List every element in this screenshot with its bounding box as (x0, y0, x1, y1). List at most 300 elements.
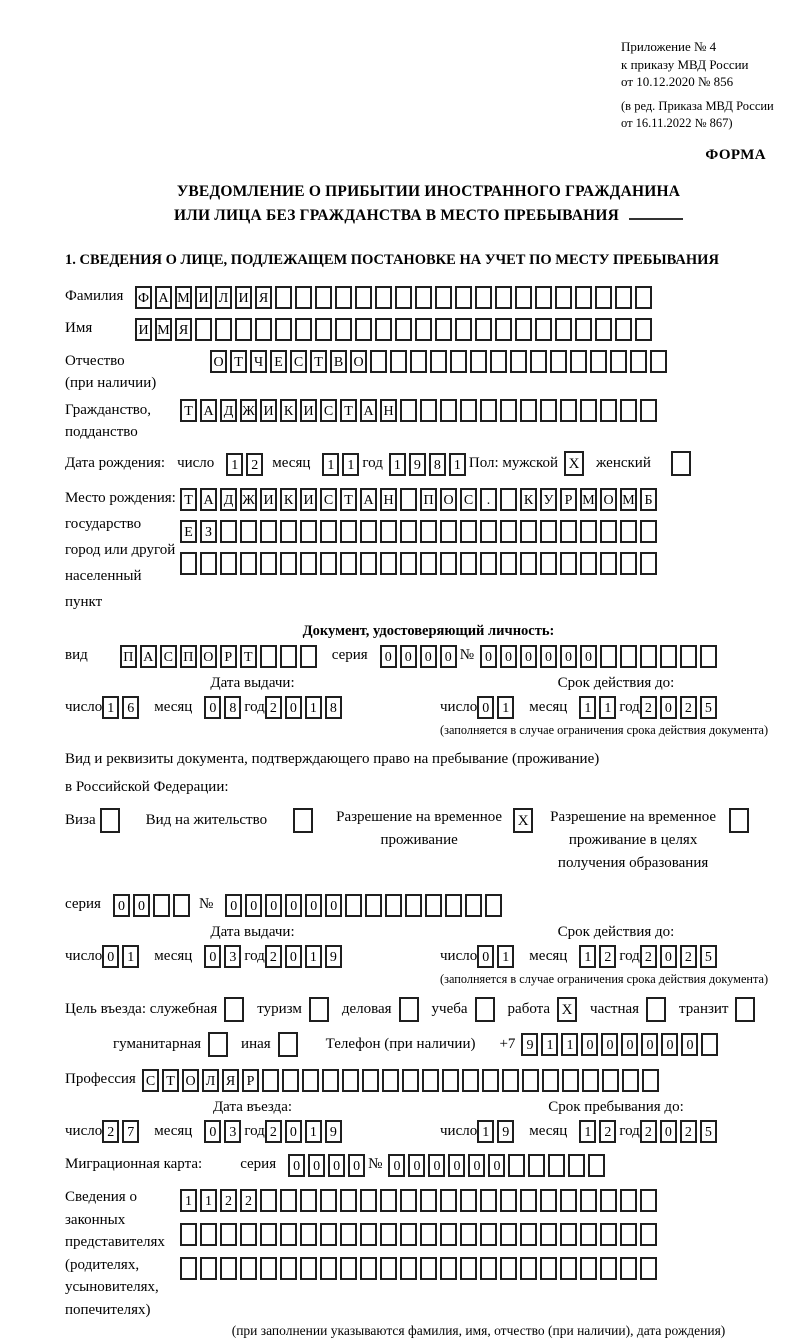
char-cell[interactable] (315, 286, 332, 309)
char-cell[interactable] (280, 1189, 297, 1212)
char-cell[interactable]: 2 (599, 1120, 616, 1143)
char-cell[interactable] (528, 1154, 545, 1177)
char-cell[interactable]: 0 (580, 645, 597, 668)
char-cell[interactable]: 8 (429, 453, 446, 476)
purpose-other-checkbox[interactable] (278, 1032, 298, 1057)
char-cell[interactable]: 0 (660, 696, 677, 719)
char-cell[interactable] (580, 1189, 597, 1212)
char-cell[interactable] (355, 286, 372, 309)
char-cell[interactable] (375, 318, 392, 341)
purpose-tourism-checkbox[interactable] (309, 997, 329, 1022)
char-cell[interactable]: 2 (246, 453, 263, 476)
char-cell[interactable] (442, 1069, 459, 1092)
char-cell[interactable] (405, 894, 422, 917)
char-cell[interactable] (390, 350, 407, 373)
char-cell[interactable]: 1 (541, 1033, 558, 1056)
char-cell[interactable] (560, 399, 577, 422)
char-cell[interactable] (360, 520, 377, 543)
char-cell[interactable] (275, 318, 292, 341)
char-cell[interactable] (380, 1223, 397, 1246)
char-cell[interactable] (260, 645, 277, 668)
char-cell[interactable] (640, 1189, 657, 1212)
char-cell[interactable]: Т (240, 645, 257, 668)
char-cell[interactable] (480, 520, 497, 543)
char-cell[interactable]: К (280, 399, 297, 422)
char-cell[interactable] (500, 520, 517, 543)
char-cell[interactable] (320, 1257, 337, 1280)
char-cell[interactable] (280, 1257, 297, 1280)
char-cell[interactable] (500, 399, 517, 422)
char-cell[interactable] (402, 1069, 419, 1092)
char-cell[interactable]: Я (175, 318, 192, 341)
char-cell[interactable]: Я (222, 1069, 239, 1092)
char-cell[interactable] (220, 520, 237, 543)
char-cell[interactable]: 0 (641, 1033, 658, 1056)
char-cell[interactable]: 2 (599, 945, 616, 968)
char-cell[interactable]: 2 (680, 696, 697, 719)
purpose-private-checkbox[interactable] (646, 997, 666, 1022)
char-cell[interactable] (280, 520, 297, 543)
char-cell[interactable] (600, 552, 617, 575)
char-cell[interactable]: К (280, 488, 297, 511)
char-cell[interactable]: 0 (520, 645, 537, 668)
char-cell[interactable] (630, 350, 647, 373)
char-cell[interactable] (535, 286, 552, 309)
char-cell[interactable]: 0 (328, 1154, 345, 1177)
char-cell[interactable] (415, 318, 432, 341)
purpose-study-checkbox[interactable] (475, 997, 495, 1022)
char-cell[interactable]: 0 (468, 1154, 485, 1177)
char-cell[interactable] (475, 318, 492, 341)
char-cell[interactable]: Т (340, 399, 357, 422)
char-cell[interactable] (570, 350, 587, 373)
char-cell[interactable] (295, 286, 312, 309)
char-cell[interactable] (300, 1189, 317, 1212)
char-cell[interactable]: Е (270, 350, 287, 373)
char-cell[interactable]: 1 (342, 453, 359, 476)
char-cell[interactable] (300, 1257, 317, 1280)
char-cell[interactable] (615, 318, 632, 341)
char-cell[interactable] (460, 552, 477, 575)
char-cell[interactable]: 0 (408, 1154, 425, 1177)
char-cell[interactable] (375, 286, 392, 309)
char-cell[interactable] (360, 552, 377, 575)
purpose-official-checkbox[interactable] (224, 997, 244, 1022)
char-cell[interactable] (560, 1223, 577, 1246)
char-cell[interactable]: 1 (102, 696, 119, 719)
char-cell[interactable]: 0 (113, 894, 130, 917)
char-cell[interactable]: 1 (305, 1120, 322, 1143)
char-cell[interactable] (385, 894, 402, 917)
char-cell[interactable]: П (420, 488, 437, 511)
char-cell[interactable] (480, 1189, 497, 1212)
char-cell[interactable]: О (182, 1069, 199, 1092)
char-cell[interactable] (280, 645, 297, 668)
char-cell[interactable] (620, 1223, 637, 1246)
char-cell[interactable]: Ч (250, 350, 267, 373)
char-cell[interactable]: О (350, 350, 367, 373)
char-cell[interactable]: 2 (220, 1189, 237, 1212)
char-cell[interactable] (240, 520, 257, 543)
char-cell[interactable] (595, 286, 612, 309)
char-cell[interactable]: 0 (601, 1033, 618, 1056)
char-cell[interactable]: Ф (135, 286, 152, 309)
char-cell[interactable] (580, 1257, 597, 1280)
char-cell[interactable] (220, 1223, 237, 1246)
char-cell[interactable]: 3 (224, 945, 241, 968)
char-cell[interactable]: 0 (500, 645, 517, 668)
char-cell[interactable] (522, 1069, 539, 1092)
char-cell[interactable] (550, 350, 567, 373)
char-cell[interactable]: 0 (288, 1154, 305, 1177)
char-cell[interactable]: Н (380, 399, 397, 422)
char-cell[interactable] (580, 520, 597, 543)
char-cell[interactable]: А (200, 488, 217, 511)
char-cell[interactable]: А (200, 399, 217, 422)
char-cell[interactable] (400, 399, 417, 422)
char-cell[interactable] (420, 1189, 437, 1212)
char-cell[interactable] (282, 1069, 299, 1092)
char-cell[interactable] (460, 399, 477, 422)
char-cell[interactable] (701, 1033, 718, 1056)
char-cell[interactable]: 0 (102, 945, 119, 968)
char-cell[interactable]: 0 (204, 696, 221, 719)
char-cell[interactable]: Т (340, 488, 357, 511)
char-cell[interactable] (395, 286, 412, 309)
char-cell[interactable]: 9 (497, 1120, 514, 1143)
char-cell[interactable]: 1 (477, 1120, 494, 1143)
char-cell[interactable]: С (290, 350, 307, 373)
char-cell[interactable]: 0 (428, 1154, 445, 1177)
char-cell[interactable] (340, 1223, 357, 1246)
char-cell[interactable] (300, 1223, 317, 1246)
char-cell[interactable] (460, 1257, 477, 1280)
char-cell[interactable] (480, 1257, 497, 1280)
char-cell[interactable] (508, 1154, 525, 1177)
char-cell[interactable]: 0 (265, 894, 282, 917)
char-cell[interactable] (560, 520, 577, 543)
char-cell[interactable] (420, 552, 437, 575)
char-cell[interactable] (515, 318, 532, 341)
char-cell[interactable] (362, 1069, 379, 1092)
char-cell[interactable]: Ж (240, 488, 257, 511)
char-cell[interactable] (502, 1069, 519, 1092)
female-checkbox[interactable] (671, 451, 691, 476)
char-cell[interactable]: 8 (224, 696, 241, 719)
char-cell[interactable]: У (540, 488, 557, 511)
char-cell[interactable] (420, 520, 437, 543)
char-cell[interactable] (500, 1189, 517, 1212)
char-cell[interactable]: 1 (200, 1189, 217, 1212)
char-cell[interactable]: 2 (102, 1120, 119, 1143)
char-cell[interactable] (535, 318, 552, 341)
char-cell[interactable]: И (195, 286, 212, 309)
char-cell[interactable]: 2 (265, 945, 282, 968)
char-cell[interactable]: 2 (680, 1120, 697, 1143)
char-cell[interactable] (620, 520, 637, 543)
char-cell[interactable] (520, 552, 537, 575)
char-cell[interactable] (540, 1189, 557, 1212)
char-cell[interactable] (382, 1069, 399, 1092)
char-cell[interactable] (300, 645, 317, 668)
purpose-business-checkbox[interactable] (399, 997, 419, 1022)
char-cell[interactable]: Е (180, 520, 197, 543)
char-cell[interactable] (255, 318, 272, 341)
char-cell[interactable] (640, 520, 657, 543)
char-cell[interactable] (660, 645, 677, 668)
char-cell[interactable] (580, 552, 597, 575)
char-cell[interactable] (320, 552, 337, 575)
char-cell[interactable] (700, 645, 717, 668)
char-cell[interactable]: М (175, 286, 192, 309)
char-cell[interactable] (635, 318, 652, 341)
char-cell[interactable] (262, 1069, 279, 1092)
char-cell[interactable] (580, 1223, 597, 1246)
char-cell[interactable] (380, 1257, 397, 1280)
char-cell[interactable] (540, 399, 557, 422)
char-cell[interactable]: Р (242, 1069, 259, 1092)
char-cell[interactable]: А (360, 488, 377, 511)
char-cell[interactable] (482, 1069, 499, 1092)
char-cell[interactable]: 2 (640, 1120, 657, 1143)
char-cell[interactable] (485, 894, 502, 917)
char-cell[interactable] (220, 552, 237, 575)
char-cell[interactable] (600, 1257, 617, 1280)
temp-residence-checkbox[interactable]: X (513, 808, 533, 833)
char-cell[interactable]: 2 (265, 1120, 282, 1143)
char-cell[interactable] (300, 520, 317, 543)
char-cell[interactable]: А (155, 286, 172, 309)
char-cell[interactable]: С (320, 488, 337, 511)
char-cell[interactable] (395, 318, 412, 341)
char-cell[interactable] (480, 1223, 497, 1246)
char-cell[interactable]: А (140, 645, 157, 668)
char-cell[interactable] (240, 1223, 257, 1246)
char-cell[interactable]: 0 (488, 1154, 505, 1177)
char-cell[interactable]: 1 (579, 1120, 596, 1143)
char-cell[interactable]: Л (215, 286, 232, 309)
char-cell[interactable]: 0 (285, 945, 302, 968)
char-cell[interactable] (445, 894, 462, 917)
char-cell[interactable] (360, 1223, 377, 1246)
char-cell[interactable] (480, 552, 497, 575)
char-cell[interactable]: 0 (225, 894, 242, 917)
char-cell[interactable] (515, 286, 532, 309)
char-cell[interactable]: П (180, 645, 197, 668)
char-cell[interactable] (640, 645, 657, 668)
char-cell[interactable] (520, 1257, 537, 1280)
char-cell[interactable]: 0 (285, 1120, 302, 1143)
char-cell[interactable] (345, 894, 362, 917)
char-cell[interactable] (600, 520, 617, 543)
char-cell[interactable] (240, 552, 257, 575)
char-cell[interactable] (320, 1189, 337, 1212)
char-cell[interactable]: 0 (477, 945, 494, 968)
char-cell[interactable] (640, 1257, 657, 1280)
char-cell[interactable]: 0 (204, 1120, 221, 1143)
char-cell[interactable] (455, 318, 472, 341)
char-cell[interactable] (425, 894, 442, 917)
char-cell[interactable]: 0 (285, 894, 302, 917)
char-cell[interactable] (335, 318, 352, 341)
char-cell[interactable]: 1 (389, 453, 406, 476)
char-cell[interactable] (620, 552, 637, 575)
char-cell[interactable]: С (320, 399, 337, 422)
char-cell[interactable] (400, 520, 417, 543)
char-cell[interactable]: 8 (325, 696, 342, 719)
char-cell[interactable] (380, 520, 397, 543)
char-cell[interactable] (320, 520, 337, 543)
char-cell[interactable]: Р (560, 488, 577, 511)
char-cell[interactable]: Я (255, 286, 272, 309)
char-cell[interactable] (462, 1069, 479, 1092)
char-cell[interactable]: 2 (265, 696, 282, 719)
char-cell[interactable] (460, 520, 477, 543)
char-cell[interactable] (195, 318, 212, 341)
char-cell[interactable]: И (235, 286, 252, 309)
char-cell[interactable] (600, 1189, 617, 1212)
char-cell[interactable] (410, 350, 427, 373)
char-cell[interactable]: О (210, 350, 227, 373)
purpose-transit-checkbox[interactable] (735, 997, 755, 1022)
char-cell[interactable] (440, 552, 457, 575)
char-cell[interactable]: 0 (308, 1154, 325, 1177)
char-cell[interactable] (562, 1069, 579, 1092)
char-cell[interactable]: 0 (660, 945, 677, 968)
char-cell[interactable] (568, 1154, 585, 1177)
char-cell[interactable] (302, 1069, 319, 1092)
char-cell[interactable] (420, 399, 437, 422)
char-cell[interactable] (440, 520, 457, 543)
char-cell[interactable]: 2 (680, 945, 697, 968)
char-cell[interactable] (495, 286, 512, 309)
char-cell[interactable] (460, 1223, 477, 1246)
char-cell[interactable] (430, 350, 447, 373)
char-cell[interactable] (153, 894, 170, 917)
char-cell[interactable]: В (330, 350, 347, 373)
char-cell[interactable] (322, 1069, 339, 1092)
char-cell[interactable] (380, 552, 397, 575)
char-cell[interactable] (520, 1223, 537, 1246)
char-cell[interactable]: 1 (449, 453, 466, 476)
char-cell[interactable] (470, 350, 487, 373)
char-cell[interactable] (620, 399, 637, 422)
char-cell[interactable] (440, 1189, 457, 1212)
char-cell[interactable] (640, 1223, 657, 1246)
char-cell[interactable]: 6 (122, 696, 139, 719)
char-cell[interactable]: 9 (325, 945, 342, 968)
char-cell[interactable] (380, 1189, 397, 1212)
char-cell[interactable]: М (580, 488, 597, 511)
temp-residence-edu-checkbox[interactable] (729, 808, 749, 833)
char-cell[interactable] (588, 1154, 605, 1177)
char-cell[interactable]: 1 (561, 1033, 578, 1056)
char-cell[interactable]: С (460, 488, 477, 511)
char-cell[interactable]: 0 (440, 645, 457, 668)
char-cell[interactable]: 5 (700, 945, 717, 968)
char-cell[interactable] (400, 1189, 417, 1212)
char-cell[interactable] (600, 1223, 617, 1246)
char-cell[interactable] (300, 552, 317, 575)
char-cell[interactable] (422, 1069, 439, 1092)
char-cell[interactable] (455, 286, 472, 309)
char-cell[interactable] (340, 552, 357, 575)
char-cell[interactable] (620, 1257, 637, 1280)
char-cell[interactable]: И (260, 399, 277, 422)
char-cell[interactable] (400, 1223, 417, 1246)
char-cell[interactable]: 0 (204, 945, 221, 968)
char-cell[interactable]: 7 (122, 1120, 139, 1143)
char-cell[interactable]: 3 (224, 1120, 241, 1143)
char-cell[interactable] (500, 488, 517, 511)
char-cell[interactable] (320, 1223, 337, 1246)
residence-permit-checkbox[interactable] (293, 808, 313, 833)
char-cell[interactable]: 0 (560, 645, 577, 668)
char-cell[interactable] (620, 645, 637, 668)
char-cell[interactable] (400, 1257, 417, 1280)
char-cell[interactable] (580, 399, 597, 422)
char-cell[interactable] (510, 350, 527, 373)
purpose-work-checkbox[interactable]: X (557, 997, 577, 1022)
char-cell[interactable]: 0 (477, 696, 494, 719)
char-cell[interactable]: 9 (521, 1033, 538, 1056)
char-cell[interactable] (420, 1257, 437, 1280)
char-cell[interactable] (500, 1257, 517, 1280)
char-cell[interactable] (540, 552, 557, 575)
char-cell[interactable] (500, 552, 517, 575)
visa-checkbox[interactable] (100, 808, 120, 833)
char-cell[interactable]: О (200, 645, 217, 668)
char-cell[interactable]: М (155, 318, 172, 341)
char-cell[interactable] (240, 1257, 257, 1280)
char-cell[interactable]: 0 (621, 1033, 638, 1056)
char-cell[interactable] (280, 552, 297, 575)
char-cell[interactable] (548, 1154, 565, 1177)
purpose-humanitarian-checkbox[interactable] (208, 1032, 228, 1057)
char-cell[interactable] (575, 318, 592, 341)
char-cell[interactable]: 1 (305, 696, 322, 719)
char-cell[interactable] (460, 1189, 477, 1212)
char-cell[interactable] (650, 350, 667, 373)
char-cell[interactable] (540, 1257, 557, 1280)
male-checkbox[interactable]: X (564, 451, 584, 476)
char-cell[interactable] (260, 1223, 277, 1246)
char-cell[interactable] (280, 1223, 297, 1246)
char-cell[interactable]: И (260, 488, 277, 511)
char-cell[interactable] (560, 552, 577, 575)
char-cell[interactable]: И (300, 488, 317, 511)
char-cell[interactable] (620, 1189, 637, 1212)
char-cell[interactable]: 0 (380, 645, 397, 668)
char-cell[interactable] (275, 286, 292, 309)
char-cell[interactable]: 2 (640, 696, 657, 719)
char-cell[interactable] (520, 399, 537, 422)
char-cell[interactable]: Т (180, 488, 197, 511)
char-cell[interactable] (365, 894, 382, 917)
char-cell[interactable]: И (300, 399, 317, 422)
char-cell[interactable] (360, 1189, 377, 1212)
char-cell[interactable] (622, 1069, 639, 1092)
char-cell[interactable]: 0 (661, 1033, 678, 1056)
char-cell[interactable] (582, 1069, 599, 1092)
char-cell[interactable] (610, 350, 627, 373)
char-cell[interactable]: 9 (325, 1120, 342, 1143)
char-cell[interactable]: 5 (700, 696, 717, 719)
char-cell[interactable] (260, 1257, 277, 1280)
char-cell[interactable] (400, 552, 417, 575)
char-cell[interactable]: 1 (226, 453, 243, 476)
char-cell[interactable]: Т (310, 350, 327, 373)
